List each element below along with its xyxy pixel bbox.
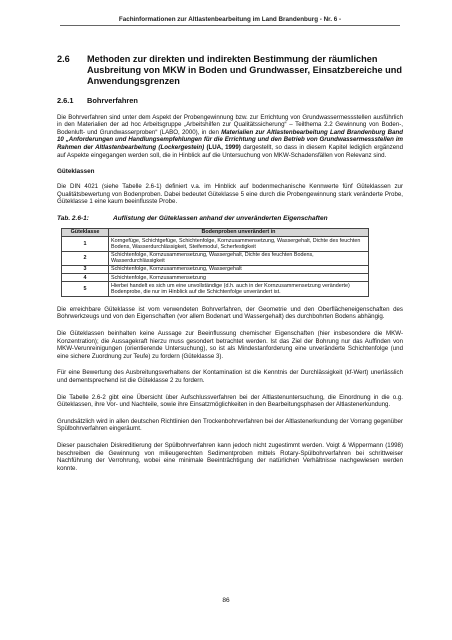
table-header-cell: Bodenproben unverändert in <box>109 228 369 236</box>
table-cell-text: Hierbei handelt es sich um eine unvollständige (d.h. auch in der Kornzusammensetzung veränderte) Bodenprobe, die nur im Hinblick auf die Schichtenfolge unverändert ist. <box>109 282 369 296</box>
section-heading <box>57 54 403 88</box>
subsection-number: 2.6.1 <box>57 95 74 105</box>
table-cell-klasse: 3 <box>62 265 109 273</box>
subsection-title: Bohrverfahren <box>87 95 138 105</box>
table-cell-text: Korngefüge, Schichtgefüge, Schichtenfolge, Kornzusammensetzung, Wassergehalt, Dichte des feuchten Bodens, Wasserdurchlässigkeit, Steifemodul, Scherfestigkeit <box>109 237 369 251</box>
table-cell-klasse: 1 <box>62 237 109 251</box>
table-cell-text: Schichtenfolge, Kornzusammensetzung <box>109 274 369 282</box>
intro-text-2: dargestellt, so dass in diesem Kapitel lediglich ergänzend auf Aspekte eingegangen werden soll, die in Hinblick auf die Untersuchung von MKW-Schadensfällen von Relevanz sind. <box>57 143 403 159</box>
intro-text-1: Die Bohrverfahren sind unter dem Aspekt der Probengewinnung bzw. zur Errichtung von Grundwassermessstellen ausführlich in den Materialien der ad hoc Arbeitsgruppe „Arbeitshilfen zur Qualitätssicherung“ – Teilthema 2.2 Gewinnung von Boden-, Bodenluft- und Grundwasserproben“ (LABO, 2000), in den <box>57 113 403 136</box>
body-paragraph: Die Güteklassen beinhalten keine Aussage zur Beeinflussung chemischer Eigenschaften (hier insbesondere die MKW-Konzentration); die Aussagekraft hierzu muss gesondert betrachtet werden. Ist das Ziel der Bohrung nur das Auffinden von MKW-Verunreinigungen (orientierende Untersuchung), so ist als Mindestanforderung eine unveränderte Schichtenfolge (und eine sichere Zuordnung zur Teufe) zu fordern (Güteklasse 3). <box>57 329 403 360</box>
running-header: Fachinformationen zur Altlastenbearbeitung im Land Brandenburg - Nr. 6 - <box>60 16 400 26</box>
table-row <box>62 282 369 296</box>
subsection-heading <box>57 96 403 105</box>
table-caption-number: Tab. 2.6-1: <box>57 214 89 222</box>
section-number: 2.6 <box>57 54 70 64</box>
body-paragraph: Grundsätzlich wird in allen deutschen Richtlinien den Trockenbohrverfahren bei der Altlastenerkundung der Vorrang gegenüber Spülbohrverfahren eingeräumt. <box>57 417 403 433</box>
table-row <box>62 265 369 273</box>
table-row <box>62 251 369 265</box>
intro-citation: (LUA, 1999) <box>204 143 241 151</box>
table-header-row <box>62 228 369 236</box>
table-caption <box>57 215 403 222</box>
page-content <box>57 54 403 472</box>
gueteklassen-paragraph: Die DIN 4021 (siehe Tabelle 2.6-1) definiert v.a. im Hinblick auf bodenmechanische Kennwerte fünf Güteklassen zur Qualitätsbewertung von Bodenproben. Dabei bedeutet Güteklasse 5 eine durch die Probengewinnung stark veränderte Probe, Güteklasse 1 eine kaum beeinflusste Probe. <box>57 183 403 206</box>
table-cell-klasse: 2 <box>62 251 109 265</box>
table-cell-text: Schichtenfolge, Kornzusammensetzung, Wassergehalt, Dichte des feuchten Bodens, Wasserdurchlässigkeit <box>109 251 369 265</box>
intro-emphasis: Materialien zur Altlastenbearbeitung Land Brandenburg Band 10 „Anforderungen und Handlungsempfehlungen für die Errichtung und den Betrieb von Grundwassermessstellen im Rahmen der Altlastenbearbeitung (Lockergestein) <box>57 128 403 151</box>
body-paragraph: Die Tabelle 2.6-2 gibt eine Übersicht über Aufschlussverfahren bei der Altlastenuntersuchung, die Einordnung in die o.g. Güteklassen, ihre Vor- und Nachteile, sowie ihre Einsatzmöglichkeiten in den Bearbeitungsphasen der Altlastenerkundung. <box>57 393 403 409</box>
table-cell-text: Schichtenfolge, Kornzusammensetzung, Wassergehalt <box>109 265 369 273</box>
table-row <box>62 274 369 282</box>
body-paragraph: Für eine Bewertung des Ausbreitungsverhaltens der Kontamination ist die Kenntnis der Durchlässigkeit (kf-Wert) unerlässlich und dementsprechend ist die Güteklasse 2 zu fordern. <box>57 369 403 384</box>
body-paragraph: Dieser pauschalen Diskreditierung der Spülbohrverfahren kann jedoch nicht zugestimmt werden. Voigt & Wippermann (1998) beschreiben die Gewinnung von milieugerechten Sedimentproben mittels Rotary-Spülbohrverfahren bei schrittweiser Nachführung der Verrohrung, wobei eine minimale Beeinträchtigung der natürlichen Verhältnisse nachgewiesen werden konnte. <box>57 441 403 472</box>
section-title: Methoden zur direkten und indirekten Bestimmung der räumlichen Ausbreitung von MKW in Boden und Grundwasser, Einsatzbereiche und Anwendungsgrenzen <box>87 54 402 87</box>
table-cell-klasse: 4 <box>62 274 109 282</box>
page-number: 86 <box>222 597 230 604</box>
intro-paragraph <box>57 114 403 160</box>
table-header-cell: Güteklasse <box>62 228 109 236</box>
table-row <box>62 237 369 251</box>
table-caption-text: Auflistung der Güteklassen anhand der unveränderten Eigenschaften <box>113 214 328 222</box>
table-cell-klasse: 5 <box>62 282 109 296</box>
gueteklassen-table <box>61 228 369 297</box>
body-paragraph: Die erreichbare Güteklasse ist vom verwendeten Bohrverfahren, der Geometrie und den Oberflächeneigenschaften des Bohrwerkzeugs und von den Eigenschaften (vor allem Bodenart und Wassergehalt) des durchbohrten Bodens abhängig. <box>57 305 403 321</box>
gueteklassen-label: Güteklassen <box>57 168 95 176</box>
